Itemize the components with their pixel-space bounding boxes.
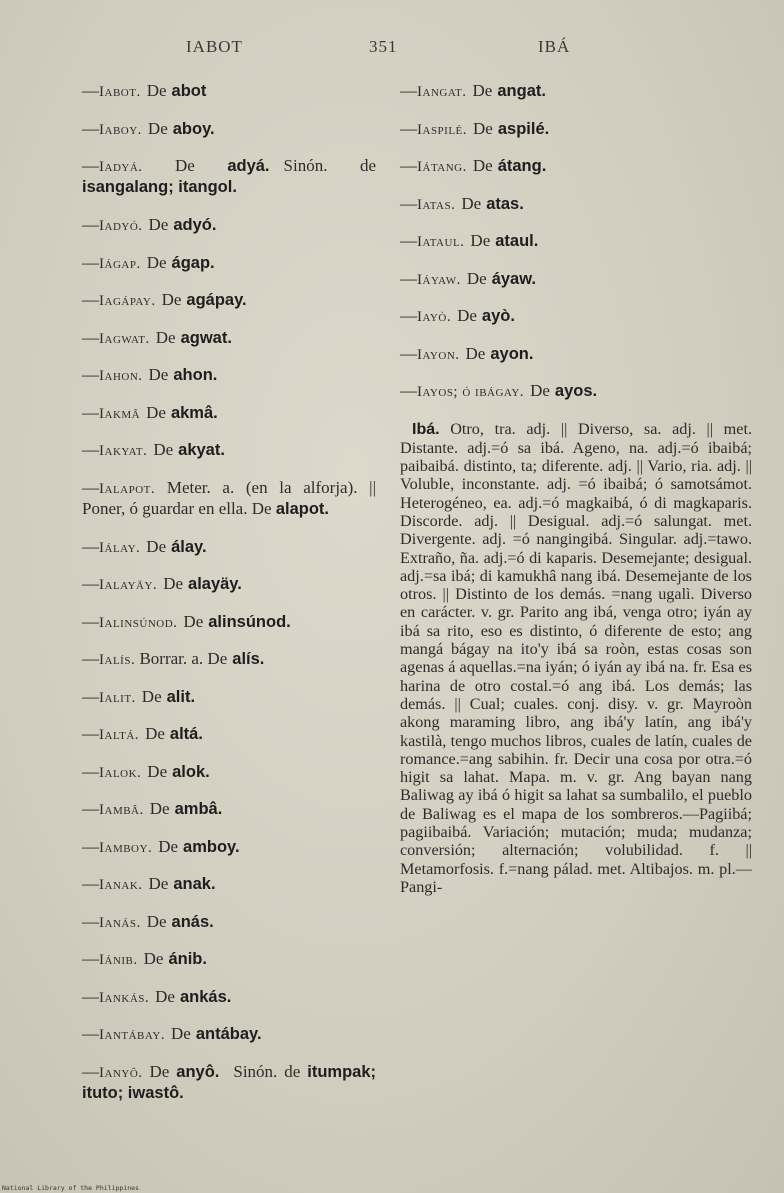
dictionary-entry: —Ialtá. De altá. [82, 724, 203, 743]
dictionary-entry: —Iágap. De ágap. [82, 252, 215, 272]
dictionary-entry: —Iabot. De abot [82, 81, 207, 100]
dictionary-entry: —Iantábay. De antábay. [82, 1024, 262, 1043]
dictionary-entry: —Iataul. De ataul. [400, 231, 539, 250]
dictionary-entry: —Ianak. De anak. [82, 874, 216, 893]
definition-entry-iba [400, 420, 752, 897]
dictionary-entry: —Ialok. De alok. [82, 761, 210, 781]
left-column [82, 72, 376, 1112]
dictionary-entry: —Iadyá. De adyá. Sinón. de isangalang; itangol. [82, 156, 376, 196]
dictionary-entry: —Iakyat. De akyat. [82, 440, 225, 459]
dictionary-entry: —Iátang. De átang. [400, 156, 547, 175]
dictionary-entry: —Iamboy. De amboy. [82, 836, 240, 856]
library-footer: National Library of the Philippines [2, 1184, 139, 1192]
dictionary-entry: —Iagwat. De agwat. [82, 327, 232, 347]
dictionary-entry: —Iadyó. De adyó. [82, 215, 217, 234]
dictionary-entry: —Iambâ. De ambâ. [82, 799, 223, 818]
dictionary-entry: —Iayos; ó ibágay. De ayos. [400, 381, 598, 400]
dictionary-entry: —Iatas. De atas. [400, 193, 524, 213]
dictionary-entry: —Ianás. De anás. [82, 911, 214, 931]
dictionary-entry: —Iánib. De ánib. [82, 949, 207, 968]
dictionary-entry: —Iankás. De ankás. [82, 986, 232, 1006]
dictionary-entry: —Iaspilé. De aspilé. [400, 118, 550, 138]
dictionary-entry: —Iaboy. De aboy. [82, 118, 215, 138]
dictionary-entry: —Ialapot. Meter. a. (en la alforja). || Poner, ó guardar en ella. De alapot. [82, 477, 376, 518]
dictionary-entry: —Iakmâ De akmâ. [82, 402, 218, 422]
dictionary-entry: —Iálay. De álay. [82, 536, 207, 556]
running-head-left: IABOT [186, 37, 243, 56]
definition-headword: Ibá. [412, 420, 440, 438]
dictionary-entry: —Ialís. Borrar. a. De alís. [82, 649, 265, 668]
dictionary-entry: —Ialinsúnod. De alinsúnod. [82, 611, 291, 631]
dictionary-entry: —Iahon. De ahon. [82, 365, 218, 384]
dictionary-entry: —Iayò. De ayò. [400, 306, 515, 325]
dictionary-entry: —Ialit. De alit. [82, 686, 196, 706]
right-column [400, 72, 752, 896]
dictionary-entry: —Ianyô. De anyô. Sinón. de itumpak; ituto; iwastô. [82, 1061, 377, 1102]
page-number: 351 [369, 37, 398, 56]
dictionary-entry: —Iáyaw. De áyaw. [400, 268, 537, 288]
dictionary-entry: —Iagápay. De agápay. [82, 290, 247, 309]
dictionary-entry: —Iangat. De angat. [400, 81, 546, 100]
dictionary-entry: —Ialayäy. De alayäy. [82, 574, 242, 593]
dictionary-entry: —Iayon. De ayon. [400, 343, 534, 363]
running-head-right: IBÁ [538, 37, 571, 56]
definition-text: Otro, tra. adj. || Diverso, sa. adj. || met. Distante. adj.=ó sa ibá. Ageno, na. adj.=ó ibaibá; paibaibá. distinto, ta; diferente. adj. || Vario, ria. adj. || Voluble, inconstante. adj. =ó ibaibá; ó samotsámot. Heterogéneo, ea. adj.=ó magkaibá, ó di magkaparis. Discorde. adj. || Desigual. adj.=ó salungat. met. Divergente. adj. =ó nangingibá. Singular. adj.=tawo. Extraño, ña. adj.=ó di kaparis. Desemejante; desigual. adj.=sa ibá; di kamukhâ nang ibá. Desemejante de los otros. || Distinto de los demás. =nang ugalì. Diverso en carácter. v. gr. Parito ang ibá, venga otro; iyán ay ibá sa rito, eso es distinto, ó diferente de esto; ang mangá bágay na ito'y ibá sa roòn, estas cosas son agenas á aquellas.=na iyán; ó iyán ay ibá na. fr. Esa es harina de otro costal.=ó ang ibá. Los demás; las demás. || Cual; cuales. conj. disy. v. gr. Mayroòn akong maraming libro, ang ibá'y latín, ang ibá'y kastilà, tengo muchos libros, cuales de latín, cuales de romance.=ang sabihin. fr. Decir una cosa por otra.=ó higit sa lahat. Mapa. m. v. gr. Ang bayan nang Baliwag ay ibá ó higit sa lahat sa sumbalilo, el pueblo de Baliwag es el mapa de los sombreros.—Pagiibá; pagiibaibá. Variación; mutación; muda; mudanza; conversión; alternación; volubilidad. f. || Metamorfosis. f.=nang pálad. met. Altibajos. m. pl.—Pangi- [400, 419, 752, 896]
